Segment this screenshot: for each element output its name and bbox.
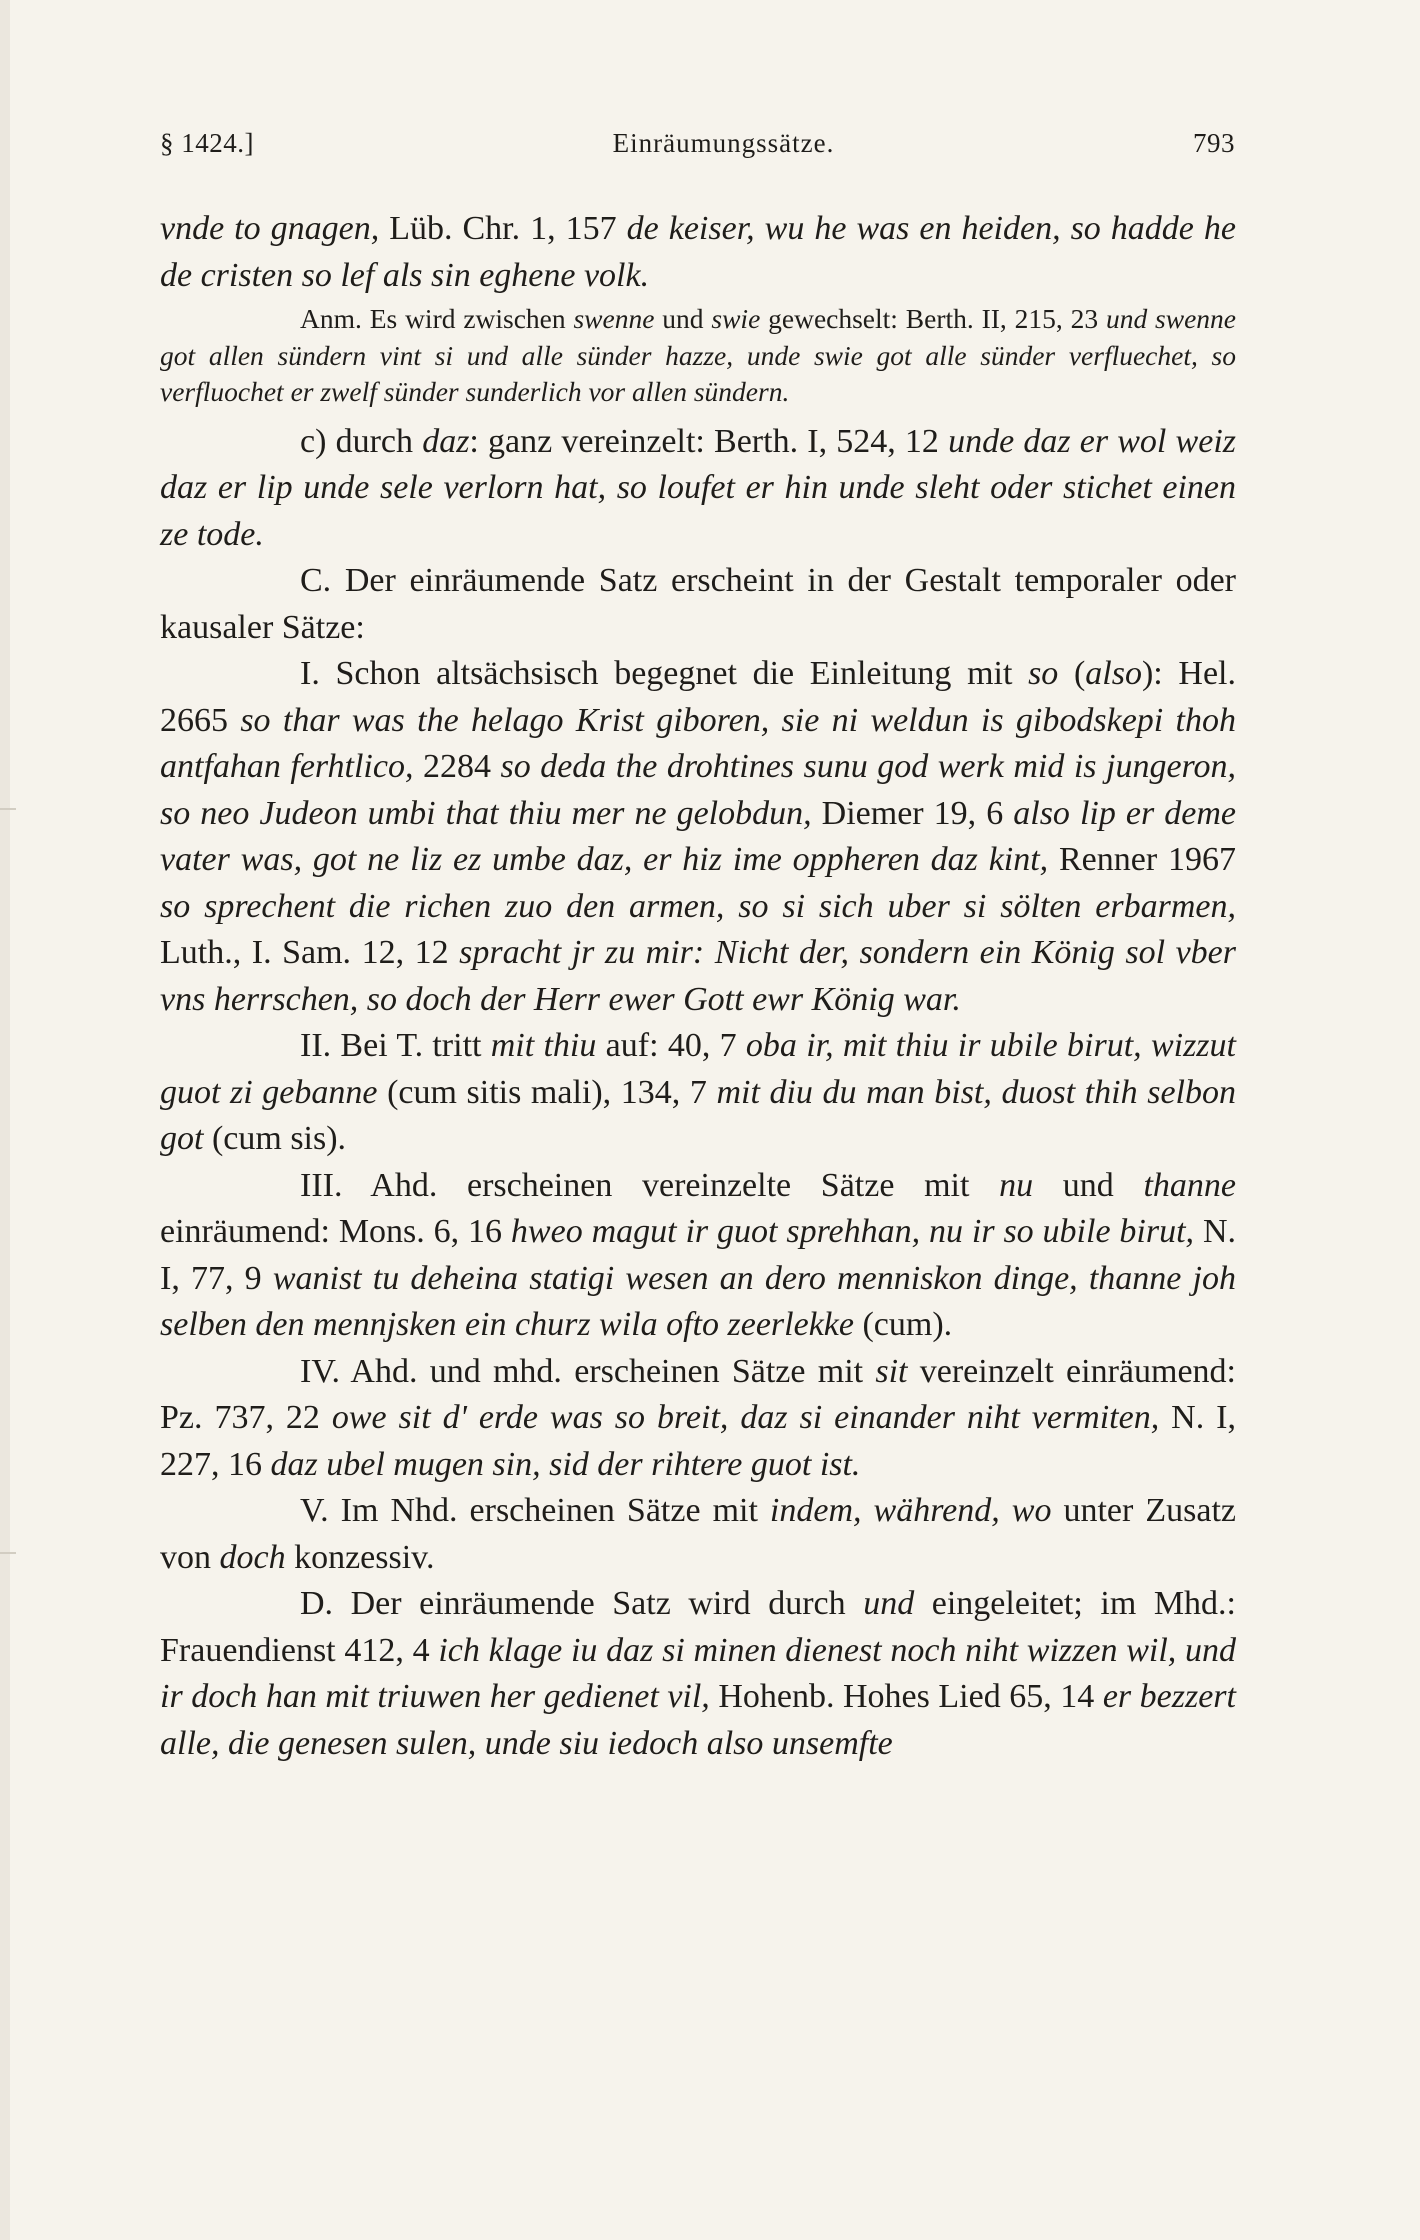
italic-quotation: sit [875,1352,908,1390]
text-run: N. I, 77, 9 [160,1213,1236,1297]
text-run: ( [1058,655,1086,692]
text-run: und [654,303,712,334]
text-run: I. Schon altsächsisch begegnet die Einleitung mit [300,655,1029,692]
text-run: c) durch [300,422,423,460]
text-run: V. Im Nhd. erscheinen Sätze mit [300,1492,770,1529]
text-run: Lüb. Chr. 1, 157 [379,210,627,247]
running-title: Einräumungssätze. [612,128,835,158]
italic-quotation: mit thiu [490,1027,597,1064]
body-paragraph [160,1581,1236,1767]
text-run: 2284 [413,748,501,785]
body-paragraph [160,206,1236,299]
text-run: (cum sis). [203,1120,347,1157]
italic-quotation: spracht jr zu mir: Nicht der, sondern ein König sol vber vns herrschen, so doch der Herr ewer Gott ewr König war. [160,934,1237,1018]
body-paragraph [160,1163,1236,1349]
italic-quotation: so thar was the helago Krist giboren, sie ni weldun is gibodskepi thoh antfahan ferhtlico, [160,701,1236,785]
text-run: unter Zusatz von [160,1492,1236,1576]
italic-quotation: und [863,1585,915,1622]
text-run: C. Der einräumende Satz erscheint in der Gestalt temporaler oder kausaler Sätze: [160,562,1236,646]
italic-quotation: nu [999,1166,1034,1204]
italic-quotation: daz ubel mugen sin, sid der rihtere guot ist. [270,1445,861,1483]
body-paragraph [160,1023,1236,1163]
text-run: konzessiv. [285,1538,435,1576]
body-paragraph [160,558,1236,651]
italic-quotation: vnde to gnagen, [160,210,380,247]
text-run: Renner 1967 [1048,841,1236,878]
text-run: N. I, 227, 16 [160,1399,1236,1483]
italic-quotation: indem, während, wo [769,1492,1052,1529]
italic-quotation: swie [711,303,761,334]
text-run: eingeleitet; im Mhd.: Frauendienst 412, 4 [160,1585,1236,1669]
italic-quotation: doch [219,1538,286,1576]
italic-quotation: ich klage iu daz si minen dienest noch niht wizzen wil, und ir doch han mit triuwen her gedienet vil, [160,1631,1236,1715]
text-run: Diemer 19, 6 [811,794,1014,832]
text-run: Anm. Es wird zwischen [300,303,574,334]
text-run: II. Bei T. tritt [300,1027,491,1064]
page-number: 793 [1192,128,1235,158]
text-run: Hohenb. Hohes Lied 65, 14 [709,1678,1103,1715]
italic-quotation: wanist tu deheina statigi wesen an dero menniskon dinge, thanne joh selben den mennjsken ein churz wila ofto zeerlekke [160,1259,1236,1343]
text-run: Luth., I. Sam. 12, 12 [160,934,460,971]
text-run: vereinzelt einräumend: Pz. 737, 22 [160,1352,1236,1436]
section-reference: § 1424.] [160,128,254,158]
italic-quotation: oba ir, mit thiu ir ubile birut, wizzut guot zi gebanne [160,1027,1236,1111]
italic-quotation: also lip er deme vater was, got ne liz ez umbe daz, er hiz ime oppheren daz kint, [160,794,1236,878]
footnote-paragraph [160,301,1236,411]
text-run: auf: 40, 7 [596,1027,746,1064]
italic-quotation: und swenne got allen sündern vint si und alle sünder hazze, unde swie got alle sünder verfluechet, so verfluochet er zwelf sünder sunderlich vor allen sündern. [160,303,1236,407]
italic-quotation: so sprechent die richen zuo den armen, so si sich uber si sölten erbarmen, [160,887,1236,925]
italic-quotation: mit diu du man bist, duost thih selbon got [160,1073,1236,1157]
running-header [160,128,1235,159]
text-run: einräumend: Mons. 6, 16 [160,1213,511,1250]
scan-mark [0,1552,16,1554]
body-paragraph [160,1488,1236,1581]
text-run: und [1033,1166,1144,1204]
italic-quotation: thanne [1143,1166,1236,1204]
text-run: IV. Ahd. und mhd. erscheinen Sätze mit [300,1352,876,1390]
scan-edge [0,0,10,2240]
italic-quotation: er bezzert alle, die genesen sulen, unde siu iedoch also unsemfte [160,1678,1236,1762]
body-text [160,206,1236,1767]
body-paragraph [160,651,1236,1023]
italic-quotation: so [1028,655,1059,692]
text-run: D. Der einräumende Satz wird durch [300,1585,864,1622]
italic-quotation: daz [422,422,470,460]
text-run: (cum). [853,1306,953,1343]
body-paragraph [160,1349,1236,1489]
italic-quotation: owe sit d' erde was so breit, daz si einander niht vermiten, [331,1399,1160,1436]
scan-mark [0,808,16,810]
italic-quotation: swenne [573,303,655,334]
italic-quotation: de keiser, wu he was en heiden, so hadde he de cristen so lef als sin eghene volk. [160,210,1236,294]
text-run: : ganz vereinzelt: Berth. I, 524, 12 [469,422,949,460]
body-paragraph [160,419,1236,559]
italic-quotation: also [1085,655,1142,692]
text-run: ): Hel. 2665 [160,655,1237,739]
italic-quotation: hweo magut ir guot sprehhan, nu ir so ubile birut, [510,1213,1195,1250]
italic-quotation: unde daz er wol weiz daz er lip unde sele verlorn hat, so loufet er hin unde sleht oder stichet einen ze tode. [160,422,1237,553]
italic-quotation: so deda the drohtines sunu god werk mid is jungeron, so neo Judeon umbi that thiu mer ne gelobdun, [160,748,1236,832]
text-run: (cum sitis mali), 134, 7 [377,1073,717,1111]
text-run: III. Ahd. erscheinen vereinzelte Sätze mit [300,1166,1000,1204]
text-run: gewechselt: Berth. II, 215, 23 [760,303,1106,334]
